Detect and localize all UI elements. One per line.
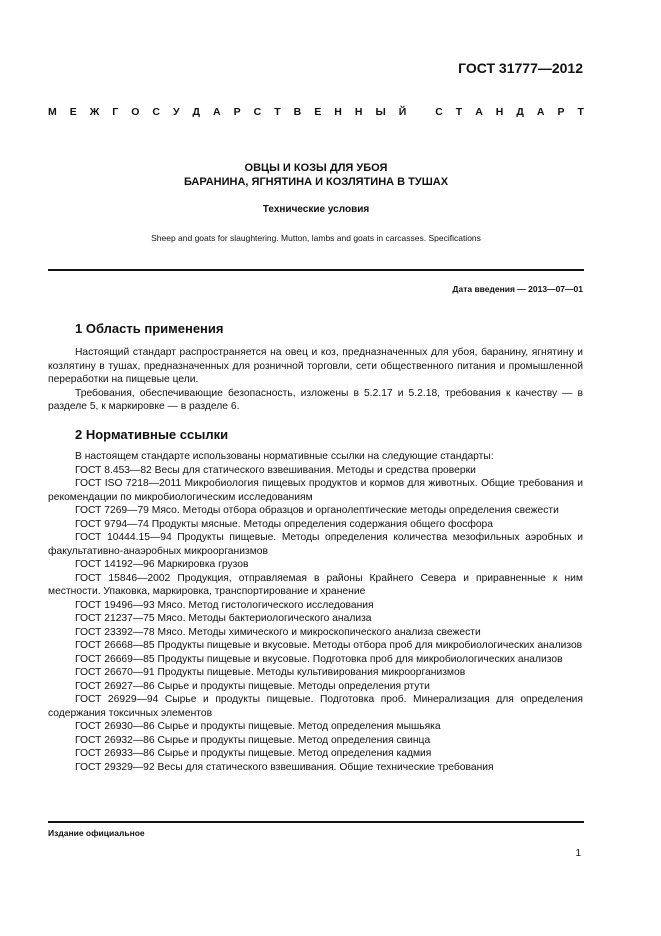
paragraph: ГОСТ 15846—2002 Продукция, отправляемая в районы Крайнего Севера и приравненные к ним местности. Упаковка, маркировка, транспортирование и хранение [48,572,583,597]
paragraph: Настоящий стандарт распространяется на овец и коз, предназначенных для убоя, баранину, ягнятину и козлятину в тушах, предназначенных для розничной торговли, сети общественного питания и промышленной переработки на пищевые цели. [48,347,583,385]
letter: Ы [375,106,386,118]
paragraph: ГОСТ 29329—92 Весы для статического взвешивания. Общие технические требования [75,761,494,773]
title-line-1: ОВЦЫ И КОЗЫ ДЛЯ УБОЯ [244,162,388,174]
standard-type [48,106,584,118]
paragraph: ГОСТ 23392—78 Мясо. Методы химического и микроскопического анализа свежести [75,626,481,638]
letter: Т [274,106,281,118]
paragraph: ГОСТ 26668—85 Продукты пищевые и вкусовые. Методы отбора проб для микробиологических анализов [75,640,583,651]
letter: Р [233,106,241,118]
letter: Й [398,106,407,118]
letter: Н [495,106,504,118]
letter: Т [577,106,584,118]
paragraph: ГОСТ 7269—79 Мясо. Методы отбора образцов и органолептические методы определения свежести [75,505,559,516]
paragraph: ГОСТ 26927—86 Сырье и продукты пищевые. Методы определения ртути [75,680,430,692]
letter: С [152,106,160,118]
letter: Р [557,106,565,118]
section-2-body [48,450,583,774]
letter: А [536,106,545,118]
document-subtitle: Технические условия [262,204,370,215]
letter: У [172,106,180,118]
letter: М [48,106,57,118]
paragraph: ГОСТ 14192—96 Маркировка грузов [75,559,249,570]
letter: Ж [89,106,100,118]
paragraph: ГОСТ 26669—85 Продукты пищевые и вкусовые. Подготовка проб для микробиологических анализов [75,653,563,665]
paragraph: Требования, обеспечивающие безопасность, изложены в 5.2.17 и 5.2.18, требования к качеству — в разделе 5, к маркировке — в разделе 6. [48,387,583,412]
paragraph: ГОСТ 26933—86 Сырье и продукты пищевые. Метод определения кадмия [75,748,432,759]
section-1-body [48,346,583,414]
paragraph: В настоящем стандарте использованы нормативные ссылки на следующие стандарты: [75,451,494,462]
page-number: 1 [575,848,581,859]
letter: О [131,106,140,118]
paragraph: ГОСТ 9794—74 Продукты мясные. Методы определения содержания общего фосфора [75,518,494,530]
letter: Е [314,106,322,118]
paragraph: ГОСТ 19496—93 Мясо. Метод гистологического исследования [75,599,374,611]
letter: Т [455,106,463,118]
letter: Д [516,106,524,118]
letter: Г [112,106,119,118]
official-edition-label: Издание официальное [48,828,145,838]
letter: Д [192,106,201,118]
section-1-heading: 1 Область применения [75,321,224,336]
letter: Н [334,106,342,118]
paragraph: ГОСТ 26929—94 Сырье и продукты пищевые. Подготовка проб. Минерализация для определения содержания токсичных элементов [48,694,583,719]
english-title: Sheep and goats for slaughtering. Mutton, lambs and goats in carcasses. Specifications [151,233,481,243]
gap [419,106,422,118]
standard-designation: ГОСТ 31777—2012 [458,60,583,76]
title-line-2: БАРАНИНА, ЯГНЯТИНА И КОЗЛЯТИНА В ТУШАХ [183,176,449,188]
letter: С [253,106,262,118]
letter: А [475,106,483,118]
paragraph: ГОСТ 8.453—82 Весы для статического взвешивания. Методы и средства проверки [75,464,476,476]
footer-divider [48,821,584,823]
letter: В [293,106,302,118]
letter: Н [354,106,363,118]
paragraph: ГОСТ 21237—75 Мясо. Методы бактериологического анализа [75,613,372,624]
letter: А [213,106,221,118]
divider [48,269,584,271]
paragraph: ГОСТ ISO 7218—2011 Микробиология пищевых продуктов и кормов для животных. Общие требования и рекомендации по микробиологическим исследованиям [48,478,583,503]
paragraph: ГОСТ 26930—86 Сырье и продукты пищевые. Метод определения мышьяка [75,721,441,732]
effective-date: Дата введения — 2013—07—01 [452,284,583,294]
section-2-heading: 2 Нормативные ссылки [75,427,229,442]
letter: С [435,106,443,118]
document-title [48,161,584,189]
paragraph: ГОСТ 26932—86 Сырье и продукты пищевые. Метод определения свинца [75,734,431,746]
letter: Е [69,106,77,118]
paragraph: ГОСТ 10444.15—94 Продукты пищевые. Методы определения количества мезофильных аэробных и факультативно-анаэробных микроорганизмов [48,532,583,557]
paragraph: ГОСТ 26670—91 Продукты пищевые. Методы культивирования микроорганизмов [75,667,466,678]
